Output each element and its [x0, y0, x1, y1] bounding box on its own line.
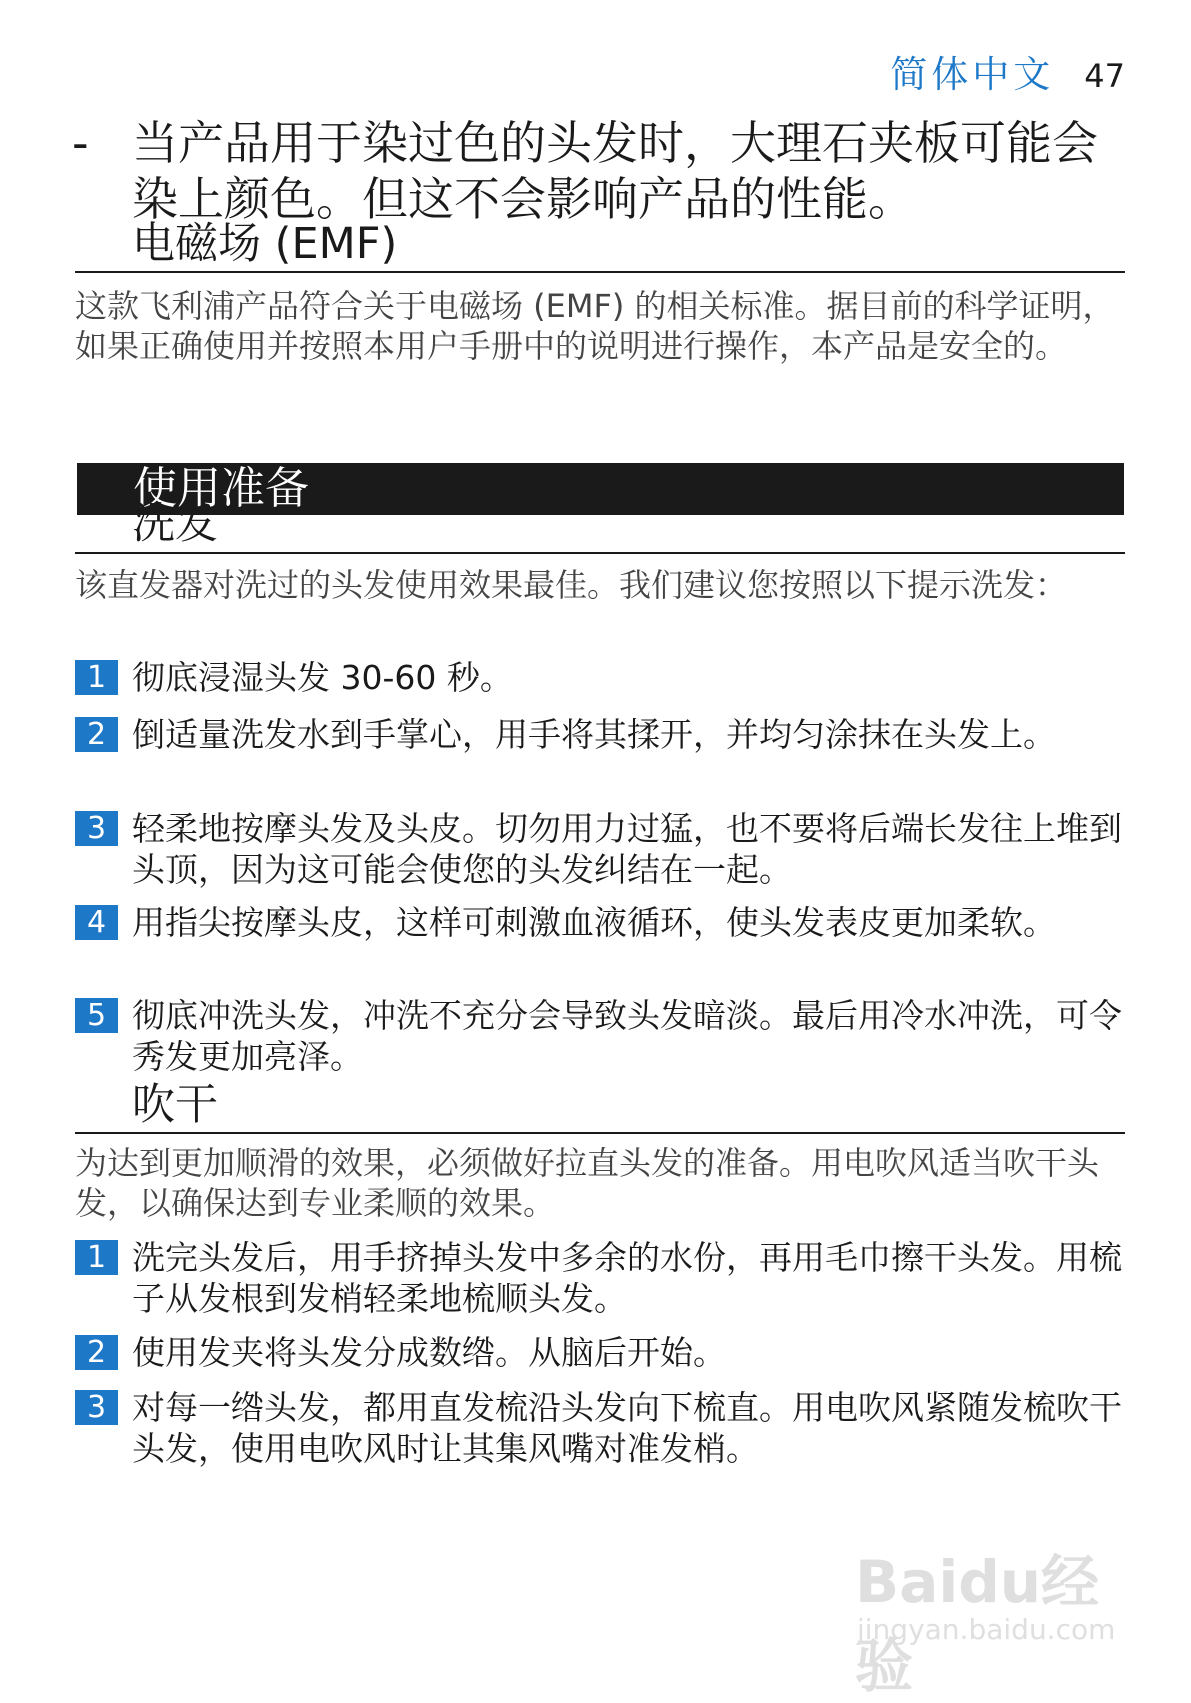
- step-text: 彻底浸湿头发 30-60 秒。: [132, 658, 513, 697]
- step-number-badge: 4: [75, 905, 118, 940]
- bullet-dash: -: [72, 116, 89, 170]
- step-number-badge: 3: [75, 1390, 118, 1425]
- step-text: 用指尖按摩头皮，这样可刺激血液循环，使头发表皮更加柔软。: [132, 903, 1056, 942]
- step-text: 洗完头发后，用手挤掉头发中多余的水份，再用毛巾擦干头发。用梳子从发根到发梢轻柔地梳顺头发。: [132, 1238, 1122, 1318]
- language-label: 简体中文: [890, 53, 1055, 96]
- emf-divider: [75, 271, 1125, 273]
- emf-heading: 电磁场 (EMF): [132, 219, 398, 269]
- wash-heading: 洗发: [132, 499, 218, 549]
- watermark-logo: Baidu经验: [855, 1548, 1100, 1700]
- step-number-badge: 1: [75, 660, 118, 695]
- warning-text: 当产品用于染过色的头发时，大理石夹板可能会染上颜色。但这不会影响产品的性能。: [132, 116, 1098, 226]
- emf-paragraph: 这款飞利浦产品符合关于电磁场 (EMF) 的相关标准。据目前的科学证明，如果正确使用并按照本用户手册中的说明进行操作，本产品是安全的。: [75, 287, 1115, 365]
- dry-divider: [75, 1132, 1125, 1134]
- step-text: 使用发夹将头发分成数绺。从脑后开始。: [132, 1333, 726, 1372]
- page-header: [890, 44, 1125, 98]
- step-number-badge: 3: [75, 811, 118, 846]
- step-number-badge: 2: [75, 717, 118, 752]
- wash-divider: [75, 552, 1125, 554]
- baidu-watermark: [855, 1535, 1135, 1700]
- step-text: 倒适量洗发水到手掌心，用手将其揉开，并均匀涂抹在头发上。: [132, 715, 1056, 754]
- step-number-badge: 1: [75, 1240, 118, 1275]
- section-title-bar: [77, 463, 1124, 515]
- dry-heading: 吹干: [132, 1080, 218, 1130]
- step-text: 彻底冲洗头发，冲洗不充分会导致头发暗淡。最后用冷水冲洗，可令秀发更加亮泽。: [132, 996, 1122, 1076]
- dry-intro: 为达到更加顺滑的效果，必须做好拉直头发的准备。用电吹风适当吹干头发，以确保达到专业柔顺的效果。: [75, 1144, 1100, 1222]
- wash-intro: 该直发器对洗过的头发使用效果最佳。我们建议您按照以下提示洗发：: [75, 566, 1068, 604]
- step-text: 对每一绺头发，都用直发梳沿头发向下梳直。用电吹风紧随发梳吹干头发，使用电吹风时让其集风嘴对准发梢。: [132, 1388, 1122, 1468]
- watermark-url: jingyan.baidu.com: [857, 1613, 1116, 1646]
- page-number: 47: [1084, 57, 1125, 95]
- step-text: 轻柔地按摩头发及头皮。切勿用力过猛，也不要将后端长发往上堆到头顶，因为这可能会使您的头发纠结在一起。: [132, 809, 1122, 889]
- section-title: 使用准备: [133, 463, 309, 514]
- step-number-badge: 5: [75, 998, 118, 1033]
- step-number-badge: 2: [75, 1335, 118, 1370]
